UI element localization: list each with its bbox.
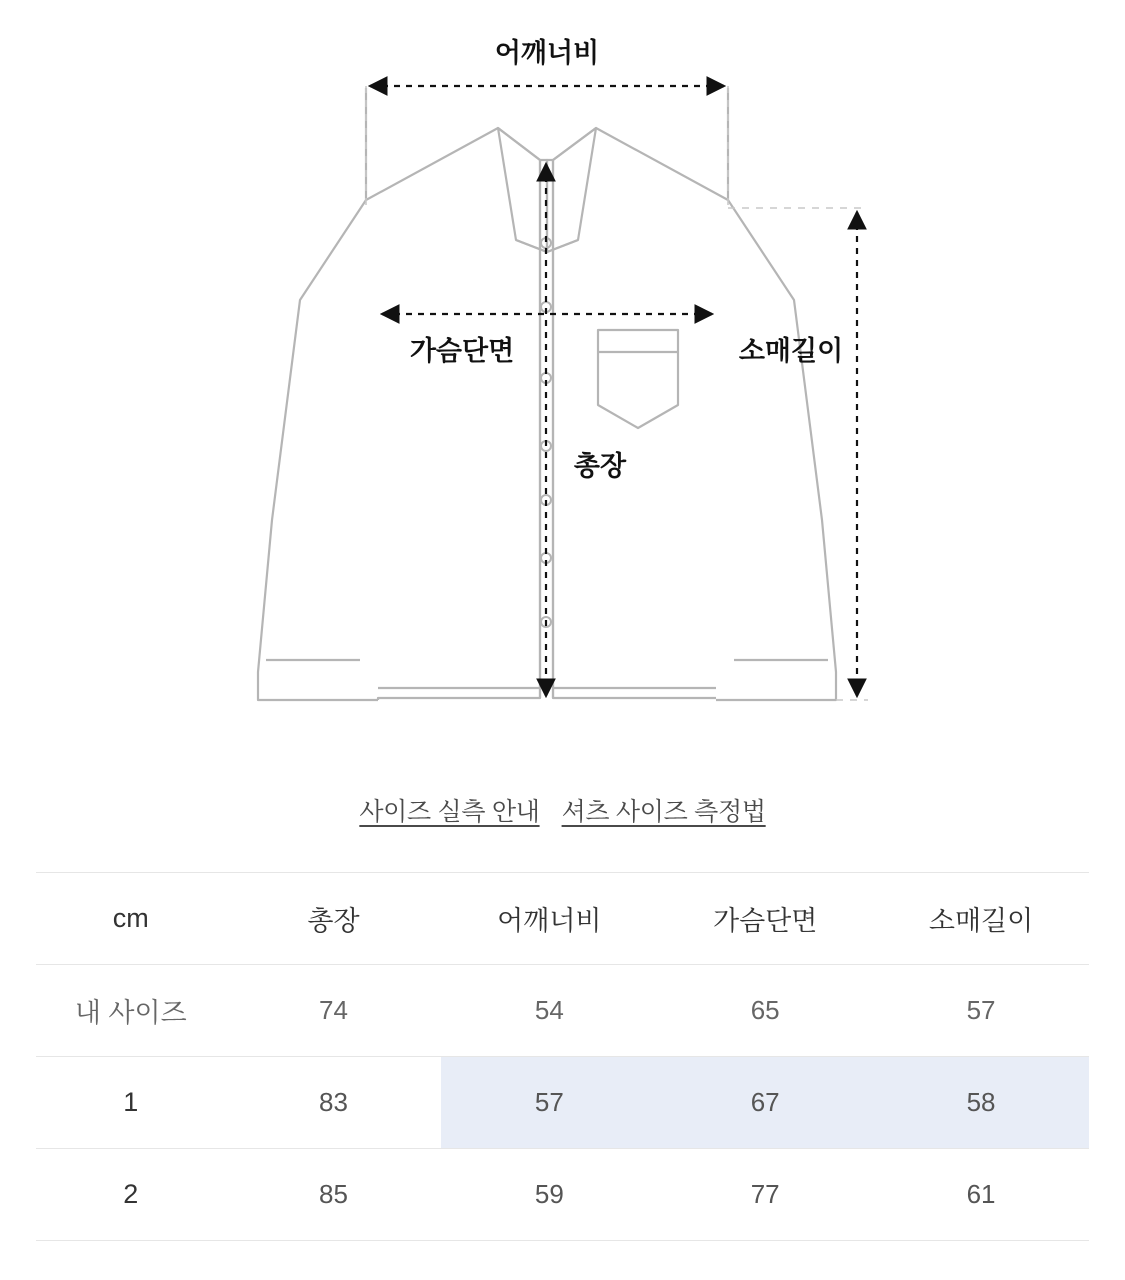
- table-row: [36, 965, 1089, 1057]
- size-table-container: [0, 872, 1125, 1241]
- col-header-shoulder: 어깨너비: [441, 873, 657, 965]
- cell-size-1-sleeve: 58: [873, 1057, 1089, 1149]
- label-chest: 가슴단면: [409, 336, 515, 366]
- cell-my-size-shoulder: 54: [441, 965, 657, 1057]
- row-label-size-2: 2: [36, 1149, 226, 1241]
- cell-size-1-shoulder: 57: [441, 1057, 657, 1149]
- label-sleeve: 소매길이: [738, 336, 844, 366]
- diagram-guide-lines: [366, 86, 868, 700]
- cell-my-size-total-length: 74: [226, 965, 442, 1057]
- link-size-measure-guide[interactable]: 사이즈 실측 안내: [359, 798, 540, 826]
- shoulder-width-measure: [370, 37, 724, 86]
- cell-size-2-chest: 77: [657, 1149, 873, 1241]
- cell-size-1-total-length: 83: [226, 1057, 442, 1149]
- col-header-chest: 가슴단면: [657, 873, 873, 965]
- cell-size-2-sleeve: 61: [873, 1149, 1089, 1241]
- cell-size-2-total-length: 85: [226, 1149, 442, 1241]
- col-header-sleeve: 소매길이: [873, 873, 1089, 965]
- label-length: 총장: [573, 451, 627, 481]
- link-shirt-measure-method[interactable]: 셔츠 사이즈 측정법: [561, 798, 766, 826]
- total-length-measure: [546, 164, 627, 696]
- col-header-unit: cm: [36, 873, 226, 965]
- size-table: [36, 872, 1089, 1241]
- table-row: [36, 1149, 1089, 1241]
- sleeve-length-measure: [739, 212, 857, 696]
- size-table-head: [36, 873, 1089, 965]
- row-label-size-1: 1: [36, 1057, 226, 1149]
- size-table-body: [36, 965, 1089, 1241]
- col-header-total-length: 총장: [226, 873, 442, 965]
- label-shoulder: 어깨너비: [494, 38, 600, 68]
- row-label-my-size: 내 사이즈: [36, 965, 226, 1057]
- cell-size-2-shoulder: 59: [441, 1149, 657, 1241]
- cell-my-size-chest: 65: [657, 965, 873, 1057]
- table-header-row: [36, 873, 1089, 965]
- cell-my-size-sleeve: 57: [873, 965, 1089, 1057]
- cell-size-1-chest: 67: [657, 1057, 873, 1149]
- table-row: [36, 1057, 1089, 1149]
- size-guide-links: [0, 790, 1125, 830]
